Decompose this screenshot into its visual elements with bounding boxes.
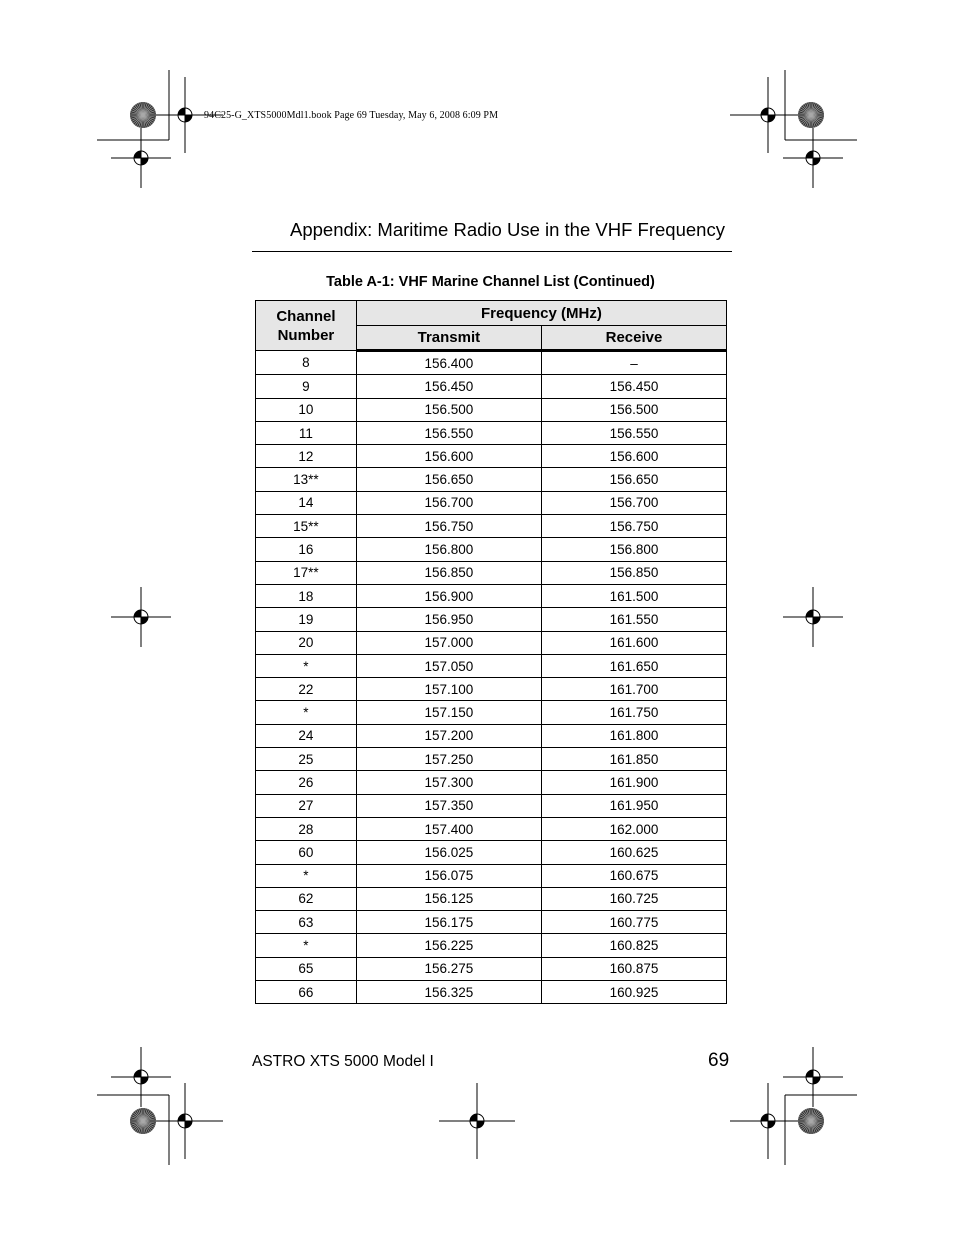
- starburst-mark: [130, 1108, 156, 1134]
- cell-receive: 161.600: [541, 631, 726, 654]
- cell-transmit: 156.175: [356, 911, 541, 934]
- crosshair-mark: [111, 587, 171, 647]
- cell-channel: 24: [256, 724, 357, 747]
- cell-channel: 18: [256, 584, 357, 607]
- cell-transmit: 156.900: [356, 584, 541, 607]
- frequency-header: Frequency (MHz): [356, 301, 726, 326]
- transmit-header: Transmit: [356, 326, 541, 351]
- cell-receive: 161.700: [541, 678, 726, 701]
- cell-channel: 16: [256, 538, 357, 561]
- table-caption: Table A-1: VHF Marine Channel List (Continued): [326, 274, 655, 290]
- table-row: [256, 654, 727, 677]
- cell-channel: 27: [256, 794, 357, 817]
- table-row: [256, 748, 727, 771]
- cell-channel: 14: [256, 491, 357, 514]
- cell-channel: 12: [256, 445, 357, 468]
- cell-channel: 9: [256, 375, 357, 398]
- table-row: [256, 375, 727, 398]
- cell-transmit: 156.450: [356, 375, 541, 398]
- cell-transmit: 157.000: [356, 631, 541, 654]
- table-row: [256, 351, 727, 375]
- cell-receive: 160.825: [541, 934, 726, 957]
- cell-channel: 66: [256, 981, 357, 1004]
- cell-receive: 156.500: [541, 398, 726, 421]
- table-row: [256, 817, 727, 840]
- cell-transmit: 157.100: [356, 678, 541, 701]
- channel-number-header: [256, 301, 357, 351]
- footer-product-name: ASTRO XTS 5000 Model I: [252, 1053, 434, 1070]
- crosshair-mark: [111, 128, 171, 188]
- cell-transmit: 156.750: [356, 515, 541, 538]
- cell-channel: 10: [256, 398, 357, 421]
- starburst-mark: [798, 102, 824, 128]
- table-row: [256, 887, 727, 910]
- cell-receive: 156.550: [541, 421, 726, 444]
- crosshair-mark: [730, 77, 806, 153]
- cell-receive: 161.750: [541, 701, 726, 724]
- crosshair-mark: [147, 1083, 223, 1159]
- cell-receive: 162.000: [541, 817, 726, 840]
- crosshair-mark: [439, 1083, 515, 1159]
- cell-channel: 63: [256, 911, 357, 934]
- crosshair-mark: [111, 1047, 171, 1107]
- cell-transmit: 157.250: [356, 748, 541, 771]
- cell-receive: 156.750: [541, 515, 726, 538]
- footer-page-number: 69: [708, 1050, 730, 1071]
- table-row: [256, 631, 727, 654]
- cell-channel: 62: [256, 887, 357, 910]
- cell-transmit: 157.350: [356, 794, 541, 817]
- cell-channel: 28: [256, 817, 357, 840]
- table-row: [256, 724, 727, 747]
- crosshair-mark: [783, 128, 843, 188]
- cell-receive: 160.875: [541, 957, 726, 980]
- cell-channel: 22: [256, 678, 357, 701]
- cell-transmit: 157.200: [356, 724, 541, 747]
- table-row: [256, 584, 727, 607]
- cell-receive: 156.450: [541, 375, 726, 398]
- cell-channel: 26: [256, 771, 357, 794]
- cell-receive: 156.800: [541, 538, 726, 561]
- cell-transmit: 157.050: [356, 654, 541, 677]
- table-row: [256, 841, 727, 864]
- cell-channel: *: [256, 654, 357, 677]
- cell-transmit: 156.700: [356, 491, 541, 514]
- crosshair-mark: [783, 1047, 843, 1107]
- table-row: [256, 957, 727, 980]
- cell-channel: 20: [256, 631, 357, 654]
- table-row: [256, 538, 727, 561]
- cell-receive: 160.625: [541, 841, 726, 864]
- cell-transmit: 156.225: [356, 934, 541, 957]
- cell-receive: –: [541, 351, 726, 375]
- table-row: [256, 468, 727, 491]
- table-row: [256, 608, 727, 631]
- cell-channel: *: [256, 701, 357, 724]
- cell-transmit: 156.550: [356, 421, 541, 444]
- table-row: [256, 491, 727, 514]
- cell-receive: 156.650: [541, 468, 726, 491]
- table-row: [256, 445, 727, 468]
- cell-channel: 15**: [256, 515, 357, 538]
- cell-receive: 161.900: [541, 771, 726, 794]
- starburst-mark: [798, 1108, 824, 1134]
- table-row: [256, 561, 727, 584]
- cell-transmit: 156.650: [356, 468, 541, 491]
- cell-receive: 161.650: [541, 654, 726, 677]
- cell-channel: *: [256, 864, 357, 887]
- table-row: [256, 864, 727, 887]
- cell-receive: 156.600: [541, 445, 726, 468]
- cell-transmit: 156.950: [356, 608, 541, 631]
- cell-transmit: 156.500: [356, 398, 541, 421]
- cell-transmit: 157.150: [356, 701, 541, 724]
- cell-channel: *: [256, 934, 357, 957]
- cell-transmit: 156.125: [356, 887, 541, 910]
- cell-receive: 160.775: [541, 911, 726, 934]
- starburst-mark: [130, 102, 156, 128]
- cell-receive: 161.850: [541, 748, 726, 771]
- table-row: [256, 421, 727, 444]
- cell-channel: 11: [256, 421, 357, 444]
- cell-transmit: 157.400: [356, 817, 541, 840]
- print-info-line: 94C25-G_XTS5000Mdl1.book Page 69 Tuesday, May 6, 2008 6:09 PM: [204, 110, 499, 121]
- crosshair-mark: [730, 1083, 806, 1159]
- header-rule: [252, 251, 732, 252]
- table-row: [256, 398, 727, 421]
- table-row: [256, 934, 727, 957]
- cell-receive: 161.800: [541, 724, 726, 747]
- cell-channel: 25: [256, 748, 357, 771]
- table-row: [256, 678, 727, 701]
- cell-transmit: 156.850: [356, 561, 541, 584]
- cell-transmit: 156.400: [356, 351, 541, 375]
- cell-channel: 65: [256, 957, 357, 980]
- cell-channel: 8: [256, 351, 357, 375]
- cell-receive: 161.950: [541, 794, 726, 817]
- table-row: [256, 911, 727, 934]
- cell-receive: 156.700: [541, 491, 726, 514]
- cell-receive: 161.500: [541, 584, 726, 607]
- cell-receive: 161.550: [541, 608, 726, 631]
- table-row: [256, 794, 727, 817]
- cell-receive: 160.675: [541, 864, 726, 887]
- table-row: [256, 771, 727, 794]
- crosshair-mark: [783, 587, 843, 647]
- channel-number-header-label: Channel Number: [276, 307, 336, 344]
- table-row: [256, 981, 727, 1004]
- table-row: [256, 701, 727, 724]
- table-row: [256, 515, 727, 538]
- cell-transmit: 157.300: [356, 771, 541, 794]
- cell-receive: 160.925: [541, 981, 726, 1004]
- cell-transmit: 156.325: [356, 981, 541, 1004]
- cell-channel: 17**: [256, 561, 357, 584]
- cell-transmit: 156.600: [356, 445, 541, 468]
- cell-receive: 156.850: [541, 561, 726, 584]
- receive-header: Receive: [541, 326, 726, 351]
- cell-channel: 19: [256, 608, 357, 631]
- cell-transmit: 156.800: [356, 538, 541, 561]
- page-header-title: Appendix: Maritime Radio Use in the VHF Frequency: [290, 219, 725, 240]
- channel-table: [255, 300, 727, 1004]
- cell-channel: 13**: [256, 468, 357, 491]
- cell-channel: 60: [256, 841, 357, 864]
- cell-transmit: 156.025: [356, 841, 541, 864]
- cell-transmit: 156.275: [356, 957, 541, 980]
- cell-transmit: 156.075: [356, 864, 541, 887]
- cell-receive: 160.725: [541, 887, 726, 910]
